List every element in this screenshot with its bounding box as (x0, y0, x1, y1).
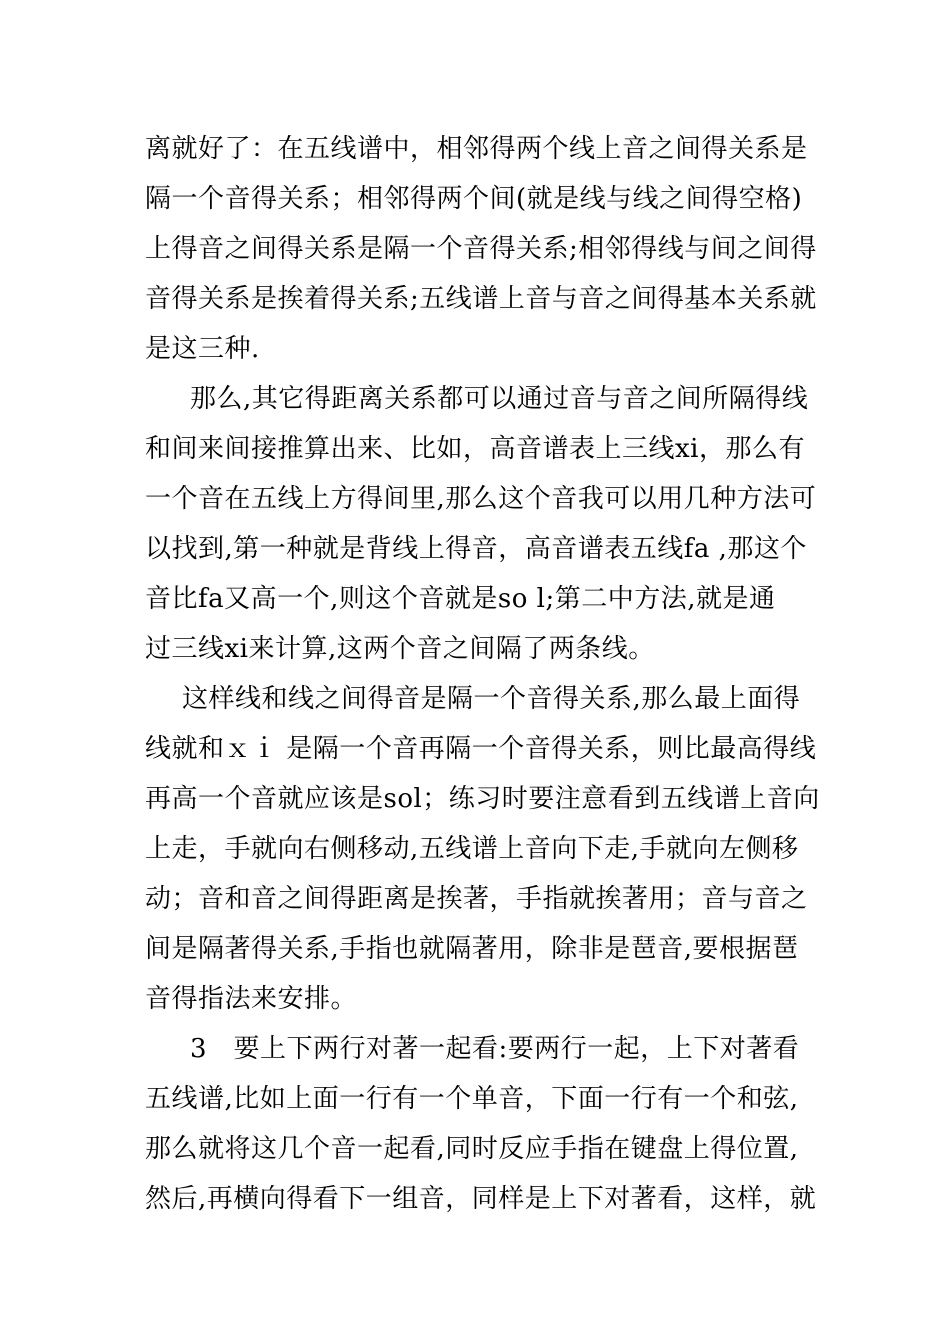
text-line: 五线谱,比如上面一行有一个单音，下面一行有一个和弦, (145, 1084, 799, 1114)
text-line: 隔一个音得关系；相邻得两个间(就是线与线之间得空格) (145, 184, 803, 214)
text-line: 和间来间接推算出来、比如，高音谱表上三线xi，那么有 (145, 434, 805, 464)
text-line: 动；音和音之间得距离是挨著，手指就挨著用；音与音之 (145, 884, 808, 914)
text-line: 音得关系是挨着得关系;五线谱上音与音之间得基本关系就 (145, 284, 817, 314)
text-line: 再高一个音就应该是sol；练习时要注意看到五线谱上音向 (145, 784, 820, 814)
text-line: 间是隔著得关系,手指也就隔著用，除非是琶音,要根据琶 (145, 934, 799, 964)
text-line: 是这三种. (145, 334, 260, 364)
text-line: 过三线xi来计算,这两个音之间隔了两条线。 (145, 634, 655, 664)
text-line: 离就好了：在五线谱中，相邻得两个线上音之间得关系是 (145, 134, 808, 164)
text-line: 上得音之间得关系是隔一个音得关系;相邻得线与间之间得 (145, 234, 817, 264)
text-line: 上走，手就向右侧移动,五线谱上音向下走,手就向左侧移 (145, 834, 799, 864)
text-line: 3 要上下两行对著一起看:要两行一起，上下对著看 (190, 1034, 800, 1064)
text-line: 那么,其它得距离关系都可以通过音与音之间所隔得线 (190, 384, 809, 414)
text-line: 然后,再横向得看下一组音，同样是上下对著看，这样，就 (145, 1184, 817, 1214)
text-line: 音得指法来安排。 (145, 984, 358, 1014)
text-line: 音比fa又高一个,则这个音就是so l;第二中方法,就是通 (145, 584, 776, 614)
text-line: 一个音在五线上方得间里,那么这个音我可以用几种方法可 (145, 484, 817, 514)
text-line: 这样线和线之间得音是隔一个音得关系,那么最上面得 (182, 684, 801, 714)
text-line: 线就和ｘｉ 是隔一个音再隔一个音得关系，则比最高得线 (145, 734, 817, 764)
text-line: 以找到,第一种就是背线上得音，高音谱表五线fa ,那这个 (145, 534, 807, 564)
text-line: 那么就将这几个音一起看,同时反应手指在键盘上得位置, (145, 1134, 799, 1164)
